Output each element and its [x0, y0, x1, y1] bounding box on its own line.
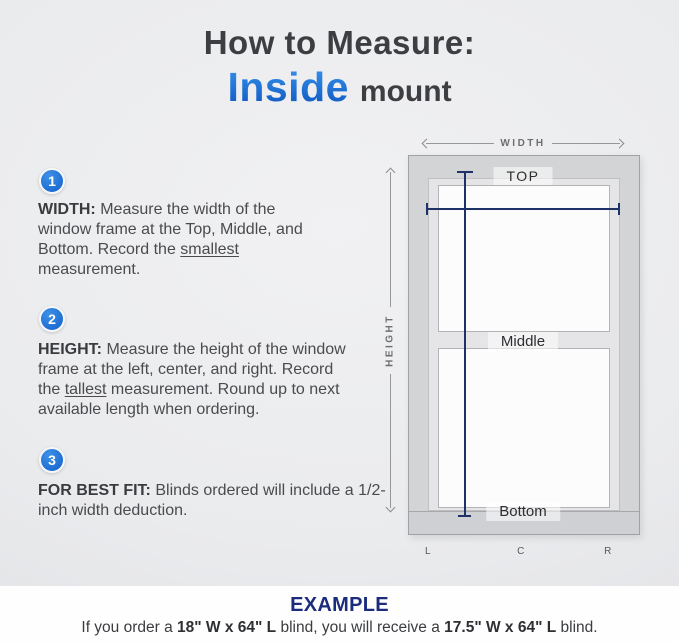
- width-measure-right-tick: [618, 203, 620, 215]
- step-3-number: 3: [48, 452, 56, 468]
- step-2-underlined: tallest: [64, 381, 107, 398]
- title-suffix: mount: [359, 75, 452, 108]
- label-middle: Middle: [488, 332, 558, 351]
- step-3-text: [38, 481, 386, 521]
- arrow-down-icon: [385, 503, 395, 513]
- height-measure-line: [464, 172, 466, 517]
- example-text-after: blind.: [556, 619, 598, 636]
- step-1-number: 1: [48, 173, 56, 189]
- width-dimension-arrow: [423, 137, 623, 149]
- height-measure-bottom-tick: [458, 515, 471, 517]
- step-1-badge: [39, 168, 65, 194]
- step-2-badge: [39, 306, 65, 332]
- arrow-line: [552, 143, 620, 144]
- width-measure-left-tick: [426, 203, 428, 215]
- label-right: R: [604, 546, 612, 557]
- height-measure-top-tick: [457, 171, 473, 173]
- width-measure-line: [427, 208, 620, 210]
- label-bottom: Bottom: [486, 502, 560, 521]
- example-order-size: 18" W x 64" L: [177, 619, 277, 636]
- height-arrow-label: HEIGHT: [384, 313, 396, 367]
- step-1-label: WIDTH:: [38, 201, 96, 218]
- arrow-up-icon: [385, 168, 395, 178]
- step-1-text: [38, 200, 330, 280]
- title-highlight: Inside: [227, 64, 349, 110]
- arrow-line: [390, 172, 391, 307]
- arrow-line: [390, 374, 391, 509]
- arrow-right-icon: [615, 138, 625, 148]
- step-3-body: Blinds ordered will include a 1/2-inch width deduction.: [38, 482, 386, 519]
- example-text: [0, 619, 679, 637]
- step-1-tail: measurement.: [38, 261, 141, 278]
- label-center: C: [517, 546, 525, 557]
- step-2-body: Measure the height of the window frame at the left, center, and right. Record the: [38, 341, 346, 398]
- label-top: TOP: [493, 167, 552, 185]
- step-2-text: [38, 340, 346, 420]
- step-2-tail: measurement. Round up to next available length when ordering.: [38, 381, 340, 418]
- step-3-badge: [39, 447, 65, 473]
- example-received-size: 17.5" W x 64" L: [444, 619, 557, 636]
- page-title: [0, 24, 679, 111]
- width-arrow-label: WIDTH: [500, 137, 546, 149]
- example-text-before: If you order a: [81, 619, 178, 636]
- step-1-underlined: smallest: [180, 241, 239, 258]
- example-heading: EXAMPLE: [290, 594, 389, 616]
- title-line1: How to Measure:: [203, 24, 476, 61]
- height-dimension-arrow: [384, 169, 396, 511]
- example-text-middle: blind, you will receive a: [276, 619, 445, 636]
- step-3-label: FOR BEST FIT:: [38, 482, 151, 499]
- step-2-number: 2: [48, 311, 56, 327]
- arrow-left-icon: [422, 138, 432, 148]
- title-line2: [0, 64, 679, 111]
- arrow-line: [426, 143, 494, 144]
- step-1-body: Measure the width of the window frame at the Top, Middle, and Bottom. Record the: [38, 201, 303, 258]
- example-footer: [0, 586, 679, 642]
- label-left: L: [424, 546, 432, 557]
- step-2-label: HEIGHT:: [38, 341, 102, 358]
